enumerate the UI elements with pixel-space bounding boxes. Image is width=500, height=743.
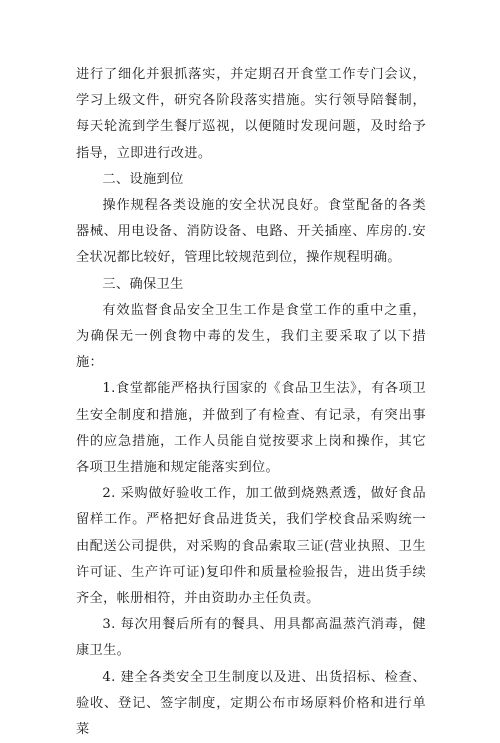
paragraph-facilities: 操作规程各类设施的安全状况良好。食堂配备的各类器械、用电设备、消防设备、电路、开关插座、库房的.安全状况都比较好，管理比较规范到位，操作规程明确。	[76, 198, 426, 266]
document-page	[76, 62, 426, 743]
paragraph-hygiene-intro: 有效监督食品安全卫生工作是食堂工作的重中之重，为确保无一例食物中毒的发生，我们主要采取了以下措施：	[76, 302, 426, 371]
list-item-4: 4. 建全各类安全卫生制度以及进、出货招标、检查、验收、登记、签字制度，定期公布市场原料价格和进行单菜	[76, 669, 426, 738]
list-item-3: 3. 每次用餐后所有的餐具、用具都高温蒸汽消毒，健康卫生。	[76, 617, 426, 659]
heading-facilities: 二、设施到位	[102, 171, 184, 187]
paragraph-intro: 进行了细化并狠抓落实，并定期召开食堂工作专门会议，学习上级文件，研究各阶段落实措施。实行领导陪餐制，每天轮流到学生餐厅巡视，以便随时发现问题，及时给予指导，立即进行改进。	[76, 67, 426, 161]
heading-hygiene: 三、确保卫生	[102, 276, 184, 292]
list-item-2: 2. 采购做好验收工作，加工做到烧熟煮透，做好食品留样工作。严格把好食品进货关，我们学校食品采购统一由配送公司提供，对采购的食品索取三证(营业执照、卫生许可证、生产许可证)复印件和质量检验报告，进出货手续齐全，帐册相符，并由资助办主任负责。	[76, 486, 426, 607]
list-item-1: 1.食堂都能严格执行国家的《食品卫生法》，有各项卫生安全制度和措施，并做到了有检查、有记录，有突出事件的应急措施，工作人员能自觉按要求上岗和操作，其它各项卫生措施和规定能落实到位。	[76, 381, 426, 476]
